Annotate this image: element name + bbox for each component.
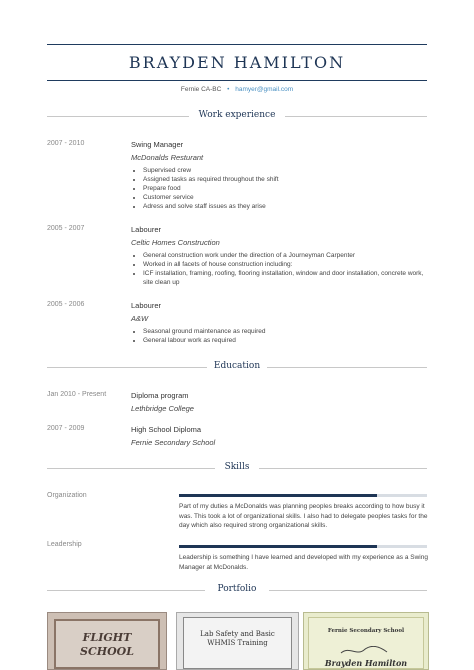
list-item: • Prepare food [143, 184, 433, 193]
portfolio-certificate-flight-school[interactable] [47, 612, 167, 670]
education-date: Jan 2010 - Present [47, 391, 107, 398]
work-date: 2007 - 2010 [47, 140, 85, 147]
certificate-school-name: Fernie Secondary School [327, 628, 405, 634]
location-text: Fernie CA-BC [180, 86, 222, 93]
section-heading-education [47, 361, 427, 373]
skill-description: Leadership is something I have learned and developed with my experience as a Swing Manager at McDonalds. [179, 554, 428, 571]
certificate-title-line: SCHOOL [80, 645, 134, 658]
certificate-title-line: Lab Safety and Basic [200, 630, 275, 638]
section-heading-skills [47, 462, 427, 474]
work-employer: A&W [131, 314, 149, 323]
skill-level-bar [179, 545, 427, 548]
skill-description: Part of my duties a McDonalds was planning peoples breaks according to how busy it was. This took a lot of organizational skills. I also had to delegate peoples tasks for the day which also required strong organizational skills. [179, 503, 428, 529]
work-duties-list [131, 327, 433, 345]
education-date: 2007 - 2009 [47, 425, 85, 432]
work-title: Labourer [131, 225, 162, 234]
work-title: Swing Manager [131, 140, 184, 149]
education-title: Diploma program [131, 391, 189, 400]
work-employer: McDonalds Resturant [131, 153, 204, 162]
work-employer: Celtic Homes Construction [131, 238, 220, 247]
divider [269, 590, 427, 591]
header-bottom-rule [47, 80, 427, 81]
skill-name: Leadership [47, 541, 82, 548]
list-item: • Supervised crew [143, 166, 433, 175]
work-title: Labourer [131, 301, 162, 310]
work-duties-list [131, 251, 433, 287]
divider [285, 116, 427, 117]
signature-flourish-icon [339, 646, 389, 656]
candidate-name: BRAYDEN HAMILTON [128, 53, 346, 72]
skill-name: Organization [47, 492, 87, 499]
list-item: • Assigned tasks as required throughout the shift [143, 175, 433, 184]
header-top-rule [47, 44, 427, 45]
list-item: • Customer service [143, 193, 433, 202]
email-link[interactable]: hamyer@gmail.com [235, 86, 294, 93]
skill-level-fill [179, 494, 377, 497]
list-item: • General construction work under the direction of a Journeyman Carpenter [143, 251, 433, 260]
separator-dot-icon: • [227, 86, 230, 93]
education-school: Lethbridge College [131, 404, 194, 413]
education-title: High School Diploma [131, 425, 202, 434]
work-date: 2005 - 2006 [47, 301, 85, 308]
certificate-frame [183, 617, 292, 669]
list-item: • Worked in all facets of house construction including: [143, 260, 433, 269]
education-school: Fernie Secondary School [131, 438, 216, 447]
contact-line [0, 86, 474, 93]
skill-level-fill [179, 545, 377, 548]
certificate-title-line: WHMIS Training [207, 639, 268, 647]
certificate-frame [308, 617, 424, 669]
section-title-education: Education [213, 361, 261, 371]
portfolio-certificate-lab-safety[interactable] [176, 612, 299, 670]
certificate-title-line: FLIGHT [82, 631, 132, 644]
divider [267, 367, 427, 368]
list-item: • Adress and solve staff issues as they arise [143, 202, 433, 211]
certificate-recipient: Brayden Hamilton [324, 658, 408, 668]
certificate-frame [54, 619, 160, 669]
section-title-skills: Skills [224, 462, 250, 472]
portfolio-certificate-secondary-school[interactable] [303, 612, 429, 670]
list-item: • General labour work as required [143, 336, 433, 345]
section-title-work: Work experience [198, 110, 276, 120]
list-item: • Seasonal ground maintenance as required [143, 327, 433, 336]
list-item: • ICF installation, framing, roofing, flooring installation, window and door installation, concrete work, site clean up [143, 269, 433, 287]
section-heading-portfolio [47, 584, 427, 596]
divider [259, 468, 427, 469]
skill-level-bar [179, 494, 427, 497]
section-heading-work [47, 110, 427, 122]
section-title-portfolio: Portfolio [217, 584, 257, 594]
work-duties-list [131, 166, 433, 211]
work-date: 2005 - 2007 [47, 225, 85, 232]
